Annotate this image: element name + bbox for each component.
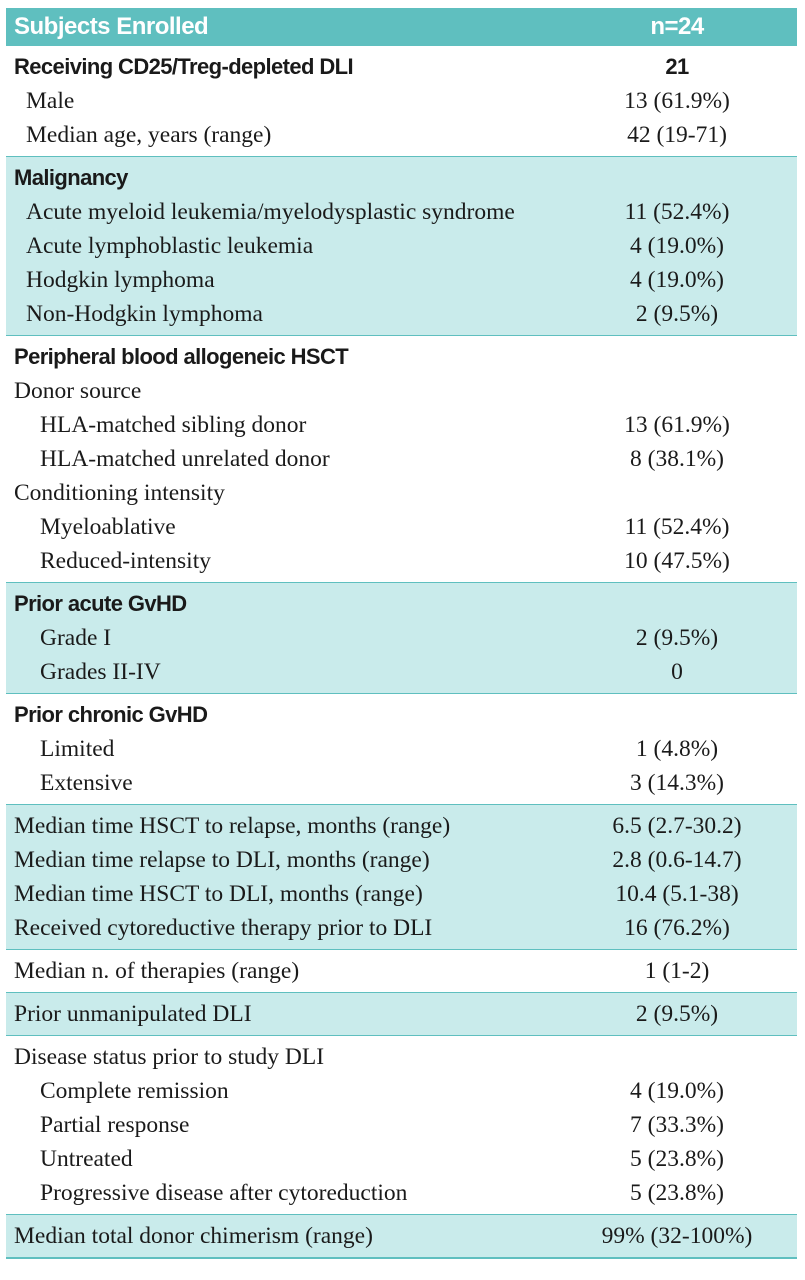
- row-label: Male: [26, 87, 75, 114]
- row-value: 13 (61.9%): [624, 87, 730, 114]
- table-row: [6, 408, 797, 442]
- table-row: [6, 340, 797, 374]
- bottom-rule: [6, 1257, 797, 1259]
- row-label: Peripheral blood allogeneic HSCT: [14, 344, 349, 369]
- table-row: [6, 997, 797, 1031]
- row-label: Prior unmanipulated DLI: [14, 1000, 252, 1027]
- row-label: Grade I: [40, 624, 112, 651]
- row-label: Extensive: [40, 769, 133, 796]
- row-value: 1 (1-2): [644, 957, 710, 984]
- row-value: 42 (19-71): [627, 121, 727, 148]
- row-value: 0: [671, 658, 683, 685]
- row-label: Median total donor chimerism (range): [14, 1222, 373, 1249]
- table-row: [6, 1176, 797, 1210]
- table-row: [6, 510, 797, 544]
- row-label: Median age, years (range): [26, 121, 272, 148]
- row-label: Progressive disease after cytoreduction: [40, 1179, 408, 1206]
- table-section: [6, 949, 797, 992]
- row-value: 10.4 (5.1-38): [615, 880, 739, 907]
- header-label: Subjects Enrolled: [14, 13, 209, 40]
- row-label: Median n. of therapies (range): [14, 957, 300, 984]
- row-value: 2 (9.5%): [635, 624, 719, 651]
- table-row: [6, 954, 797, 988]
- table-row: [6, 1142, 797, 1176]
- row-value: 5 (23.8%): [630, 1179, 724, 1206]
- row-label: Median time HSCT to relapse, months (range): [14, 812, 451, 839]
- row-label: Receiving CD25/Treg-depleted DLI: [14, 54, 353, 79]
- row-value: 4 (19.0%): [630, 232, 724, 259]
- row-value: 2 (9.5%): [635, 1000, 719, 1027]
- table-section: [6, 1214, 797, 1257]
- table-row: [6, 698, 797, 732]
- table-header: [6, 8, 797, 46]
- row-value: 6.5 (2.7-30.2): [612, 812, 742, 839]
- row-value: 4 (19.0%): [630, 266, 724, 293]
- table-row: [6, 587, 797, 621]
- row-label: Untreated: [40, 1145, 133, 1172]
- table-row: [6, 476, 797, 510]
- table-section: [6, 335, 797, 582]
- row-value: 99% (32-100%): [601, 1222, 753, 1249]
- row-value: 11 (52.4%): [624, 513, 730, 540]
- row-value: 1 (4.8%): [635, 735, 719, 762]
- table-row: [6, 118, 797, 152]
- table-row: [6, 809, 797, 843]
- row-value: 2 (9.5%): [635, 300, 719, 327]
- row-label: Hodgkin lymphoma: [26, 266, 215, 293]
- row-label: HLA-matched sibling donor: [40, 411, 307, 438]
- table-section: [6, 156, 797, 335]
- table-row: [6, 843, 797, 877]
- row-label: Acute myeloid leukemia/myelodysplastic syndrome: [26, 198, 515, 225]
- header-value: n=24: [650, 13, 704, 40]
- row-label: HLA-matched unrelated donor: [40, 445, 330, 472]
- table-row: [6, 621, 797, 655]
- table-row: [6, 229, 797, 263]
- row-label: Reduced-intensity: [40, 547, 211, 574]
- row-label: Conditioning intensity: [14, 479, 225, 506]
- row-label: Complete remission: [40, 1077, 229, 1104]
- table-section: [6, 46, 797, 156]
- table-section: [6, 804, 797, 949]
- table-row: [6, 544, 797, 578]
- row-value: 10 (47.5%): [624, 547, 730, 574]
- table-row: [6, 263, 797, 297]
- table-row: [6, 877, 797, 911]
- table-row: [6, 911, 797, 945]
- table-row: [6, 161, 797, 195]
- row-label: Limited: [40, 735, 115, 762]
- row-value: 7 (33.3%): [630, 1111, 724, 1138]
- row-label: Donor source: [14, 377, 142, 404]
- row-label: Prior chronic GvHD: [14, 702, 208, 727]
- row-label: Prior acute GvHD: [14, 591, 187, 616]
- row-label: Non-Hodgkin lymphoma: [26, 300, 263, 327]
- table-section: [6, 1035, 797, 1214]
- row-label: Acute lymphoblastic leukemia: [26, 232, 314, 259]
- table-row: [6, 195, 797, 229]
- row-value: 3 (14.3%): [630, 769, 724, 796]
- row-label: Myeloablative: [40, 513, 176, 540]
- row-value: 21: [665, 54, 689, 79]
- table-row: [6, 732, 797, 766]
- row-value: 4 (19.0%): [630, 1077, 724, 1104]
- row-label: Malignancy: [14, 165, 128, 190]
- row-value: 5 (23.8%): [630, 1145, 724, 1172]
- row-value: 8 (38.1%): [630, 445, 724, 472]
- table-section: [6, 582, 797, 693]
- table-row: [6, 1219, 797, 1253]
- table-body: [6, 46, 797, 1257]
- table-row: [6, 442, 797, 476]
- table-section: [6, 693, 797, 804]
- subjects-table: [6, 8, 797, 1259]
- row-label: Partial response: [40, 1111, 190, 1138]
- table-row: [6, 655, 797, 689]
- row-value: 13 (61.9%): [624, 411, 730, 438]
- table-row: [6, 84, 797, 118]
- table-row: [6, 374, 797, 408]
- table-row: [6, 297, 797, 331]
- row-label: Grades II-IV: [40, 658, 161, 685]
- row-label: Median time HSCT to DLI, months (range): [14, 880, 423, 907]
- table-section: [6, 992, 797, 1035]
- table-row: [6, 1040, 797, 1074]
- row-value: 2.8 (0.6-14.7): [612, 846, 742, 873]
- row-value: 11 (52.4%): [624, 198, 730, 225]
- row-value: 16 (76.2%): [624, 914, 730, 941]
- table-row: [6, 50, 797, 84]
- table-row: [6, 1074, 797, 1108]
- row-label: Disease status prior to study DLI: [14, 1043, 325, 1070]
- table-row: [6, 766, 797, 800]
- row-label: Median time relapse to DLI, months (range): [14, 846, 430, 873]
- table-row: [6, 1108, 797, 1142]
- row-label: Received cytoreductive therapy prior to DLI: [14, 914, 433, 941]
